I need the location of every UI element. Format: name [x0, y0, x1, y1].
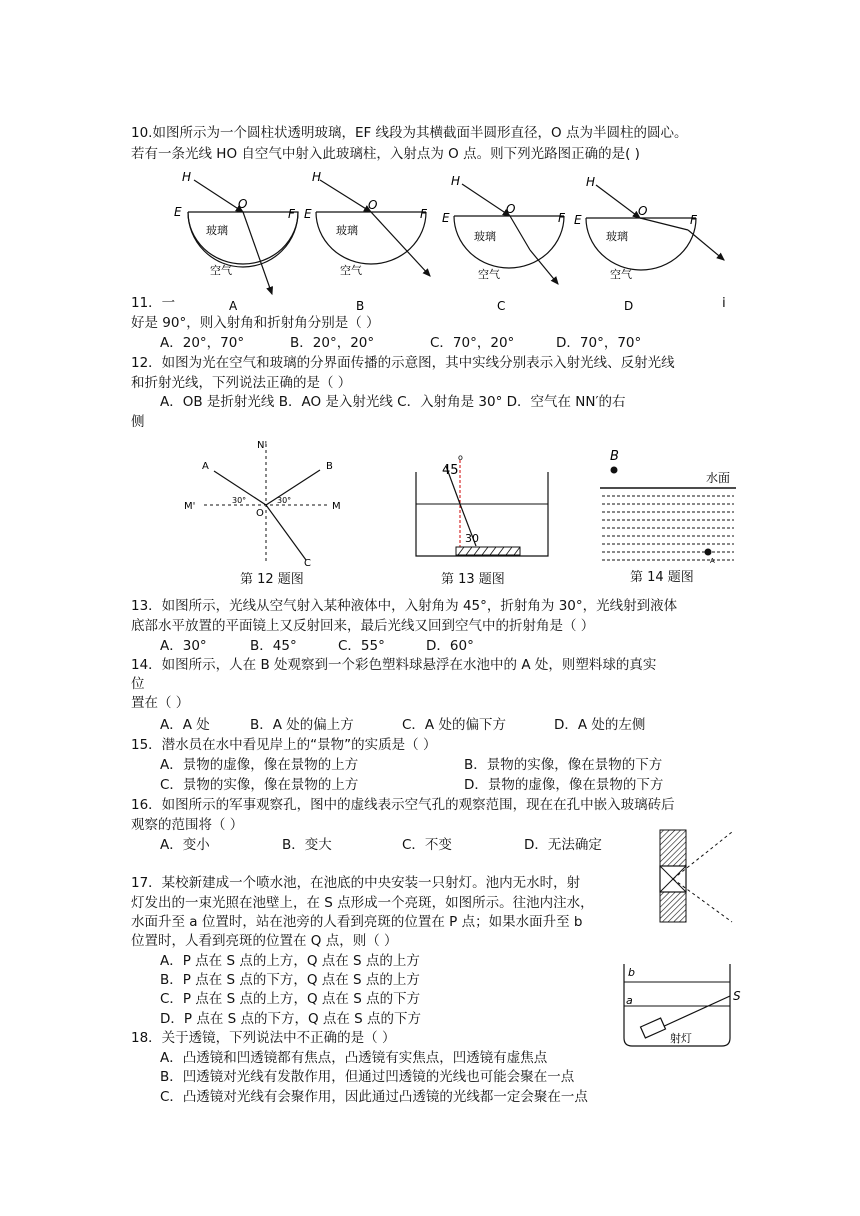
q10-c-glass: 玻璃 — [474, 230, 496, 243]
q14-figure-caption: 第 14 题图 — [630, 570, 694, 585]
q12-label-m: M — [332, 501, 341, 512]
q10-diagram-d — [574, 175, 724, 281]
q14-label-water-surface: 水面 — [706, 471, 731, 485]
q12-label-a: A — [202, 461, 209, 472]
q10-diagram-b — [304, 170, 430, 277]
q17-stem-line1: 17．某校新建成一个喷水池，在池底的中央安装一只射灯。池内无水时，射 — [131, 875, 581, 891]
q13-option-a: A．30° — [160, 638, 207, 654]
q10-stem-line2: 若有一条光线 HO 自空气中射入此玻璃柱，入射点为 O 点。则下列光路图正确的是( ) — [131, 146, 640, 162]
q10-diagram-a — [174, 170, 298, 294]
q16-stem-line1: 16．如图所示的军事观察孔，图中的虚线表示空气孔的观察范围，现在在孔中嵌入玻璃砖后 — [131, 797, 675, 813]
q10-b-h: H — [312, 170, 322, 184]
q14-diagram — [598, 446, 738, 564]
q10-b-e: E — [304, 207, 312, 221]
q10-b-o: O — [368, 198, 378, 212]
q11-stem-fragment: i — [722, 295, 726, 311]
q10-d-air: 空气 — [610, 268, 632, 281]
q12-diagram — [180, 436, 360, 566]
q10-b-f: F — [420, 207, 427, 221]
q16-diagram — [656, 826, 736, 926]
q12-figure-caption: 第 12 题图 — [240, 572, 304, 587]
q16-option-c: C．不变 — [402, 837, 452, 853]
q11-option-a: A．20°，70° — [160, 335, 245, 351]
q10-option-d-label: D — [624, 299, 634, 313]
q17-stem-line4: 位置时，人看到亮斑的位置在 Q 点，则（ ） — [131, 933, 398, 949]
q10-a-e: E — [174, 205, 182, 219]
q10-c-o: O — [506, 202, 516, 216]
q10-b-glass: 玻璃 — [336, 224, 358, 237]
q12-angle-left: 30° — [232, 496, 247, 505]
q13-angle-45: 45 — [442, 463, 459, 478]
q18-stem: 18．关于透镜，下列说法中不正确的是（ ） — [131, 1030, 396, 1046]
q10-a-h: H — [182, 170, 192, 184]
q18-option-c: C．凸透镜对光线有会聚作用，因此通过凸透镜的光线都一定会聚在一点 — [160, 1089, 588, 1105]
q14-label-b: B — [610, 449, 619, 464]
q10-stem-line1: 10.如图所示为一个圆柱状透明玻璃，EF 线段为其横截面半圆形直径，O 点为半圆柱的圆心。 — [131, 125, 688, 141]
q17-label-b: b — [628, 966, 635, 979]
q17-option-d: D．P 点在 S 点的下方，Q 点在 S 点的下方 — [160, 1011, 422, 1027]
q16-option-d: D．无法确定 — [524, 837, 602, 853]
q13-stem-line2: 底部水平放置的平面镜上又反射回来，最后光线又回到空气中的折射角是（ ） — [131, 618, 595, 634]
q16-stem-line2: 观察的范围将（ ） — [131, 817, 244, 833]
q14-option-a: A．A 处 — [160, 717, 210, 733]
q12-label-c: C — [304, 558, 311, 566]
q17-label-s: S — [733, 989, 741, 1003]
q13-angle-30: 30 — [465, 532, 479, 545]
q12-label-b: B — [326, 461, 333, 472]
q17-diagram — [618, 960, 744, 1052]
q13-option-c: C．55° — [338, 638, 385, 654]
q13-stem-line1: 13．如图所示，光线从空气射入某种液体中，入射角为 45°，折射角为 30°，光线射到液体 — [131, 598, 678, 614]
q12-options-line: A．OB 是折射光线 B．AO 是入射光线 C．入射角是 30° D．空气在 NN′的右 — [160, 394, 626, 410]
q14-option-b: B．A 处的偏上方 — [250, 717, 354, 733]
q12-label-m-prime: M' — [184, 501, 196, 512]
q14-stem-line3: 置在（ ） — [131, 695, 190, 711]
q10-diagram-c — [442, 174, 566, 284]
q10-option-b-label: B — [356, 299, 365, 313]
q14-option-c: C．A 处的偏下方 — [402, 717, 506, 733]
q18-option-a: A．凸透镜和凹透镜都有焦点，凸透镜有实焦点，凹透镜有虚焦点 — [160, 1050, 548, 1066]
q17-stem-line2: 灯发出的一束光照在池壁上，在 S 点形成一个亮斑，如图所示。往池内注水， — [131, 895, 594, 911]
q13-degree-mark: o — [458, 453, 463, 462]
q12-stem-line1: 12．如图为光在空气和玻璃的分界面传播的示意图，其中实线分别表示入射光线、反射光线 — [131, 355, 675, 371]
q10-d-glass: 玻璃 — [606, 230, 628, 243]
q11-option-b: B．20°，20° — [290, 335, 375, 351]
q10-option-a-label: A — [229, 299, 238, 313]
q12-label-n: N' — [257, 440, 268, 451]
q10-c-air: 空气 — [478, 268, 500, 281]
q13-option-b: B．45° — [250, 638, 297, 654]
q12-label-o: O — [256, 508, 264, 519]
q10-option-c-label: C — [497, 299, 506, 313]
q17-option-a: A．P 点在 S 点的上方，Q 点在 S 点的上方 — [160, 953, 420, 969]
q11-stem-line1: 11．一 — [131, 295, 176, 311]
q10-d-o: O — [638, 204, 648, 218]
q11-option-d: D．70°，70° — [556, 335, 642, 351]
q11-option-c: C．70°，20° — [430, 335, 515, 351]
q10-b-air: 空气 — [340, 264, 362, 277]
q16-option-b: B．变大 — [282, 837, 332, 853]
q11-stem-line2: 好是 90°，则入射角和折射角分别是（ ） — [131, 315, 380, 331]
q10-d-f: F — [690, 213, 697, 227]
q10-c-e: E — [442, 211, 450, 225]
q14-stem-line2: 位 — [131, 676, 145, 692]
q10-c-f: F — [558, 211, 565, 225]
q15-option-d: D．景物的虚像，像在景物的下方 — [464, 777, 664, 793]
q17-stem-line3: 水面升至 a 位置时，站在池旁的人看到亮斑的位置在 P 点；如果水面升至 b — [131, 914, 583, 930]
q14-option-d: D．A 处的左侧 — [554, 717, 646, 733]
q10-c-h: H — [451, 174, 461, 188]
q15-option-c: C．景物的实像，像在景物的上方 — [160, 777, 359, 793]
q17-option-b: B．P 点在 S 点的下方，Q 点在 S 点的上方 — [160, 972, 420, 988]
q15-stem: 15．潜水员在水中看见岸上的“景物”的实质是（ ） — [131, 737, 437, 753]
q10-option-diagrams — [168, 166, 738, 318]
q16-option-a: A．变小 — [160, 837, 210, 853]
q17-label-a: a — [626, 994, 633, 1007]
q10-d-h: H — [586, 175, 596, 189]
q10-a-glass: 玻璃 — [206, 224, 228, 237]
q15-option-a: A．景物的虚像，像在景物的上方 — [160, 757, 359, 773]
q10-d-e: E — [574, 213, 582, 227]
q12-options-line-cont: 侧 — [131, 414, 145, 430]
q13-diagram — [410, 452, 556, 562]
q12-angle-right: 30° — [277, 496, 292, 505]
q17-label-lamp: 射灯 — [670, 1032, 692, 1045]
q10-a-f: F — [288, 207, 295, 221]
q17-option-c: C．P 点在 S 点的上方，Q 点在 S 点的下方 — [160, 991, 421, 1007]
q13-option-d: D．60° — [426, 638, 474, 654]
q13-figure-caption: 第 13 题图 — [441, 572, 505, 587]
q18-option-b: B．凹透镜对光线有发散作用，但通过凹透镜的光线也可能会聚在一点 — [160, 1069, 575, 1085]
q10-a-o: O — [238, 197, 248, 211]
q15-option-b: B．景物的实像，像在景物的下方 — [464, 757, 663, 773]
q14-label-a: A — [710, 557, 715, 564]
q14-stem-line1: 14．如图所示，人在 B 处观察到一个彩色塑料球悬浮在水池中的 A 处，则塑料球的真实 — [131, 657, 657, 673]
q10-a-air: 空气 — [210, 264, 232, 277]
q12-stem-line2: 和折射光线，下列说法正确的是（ ） — [131, 375, 352, 391]
